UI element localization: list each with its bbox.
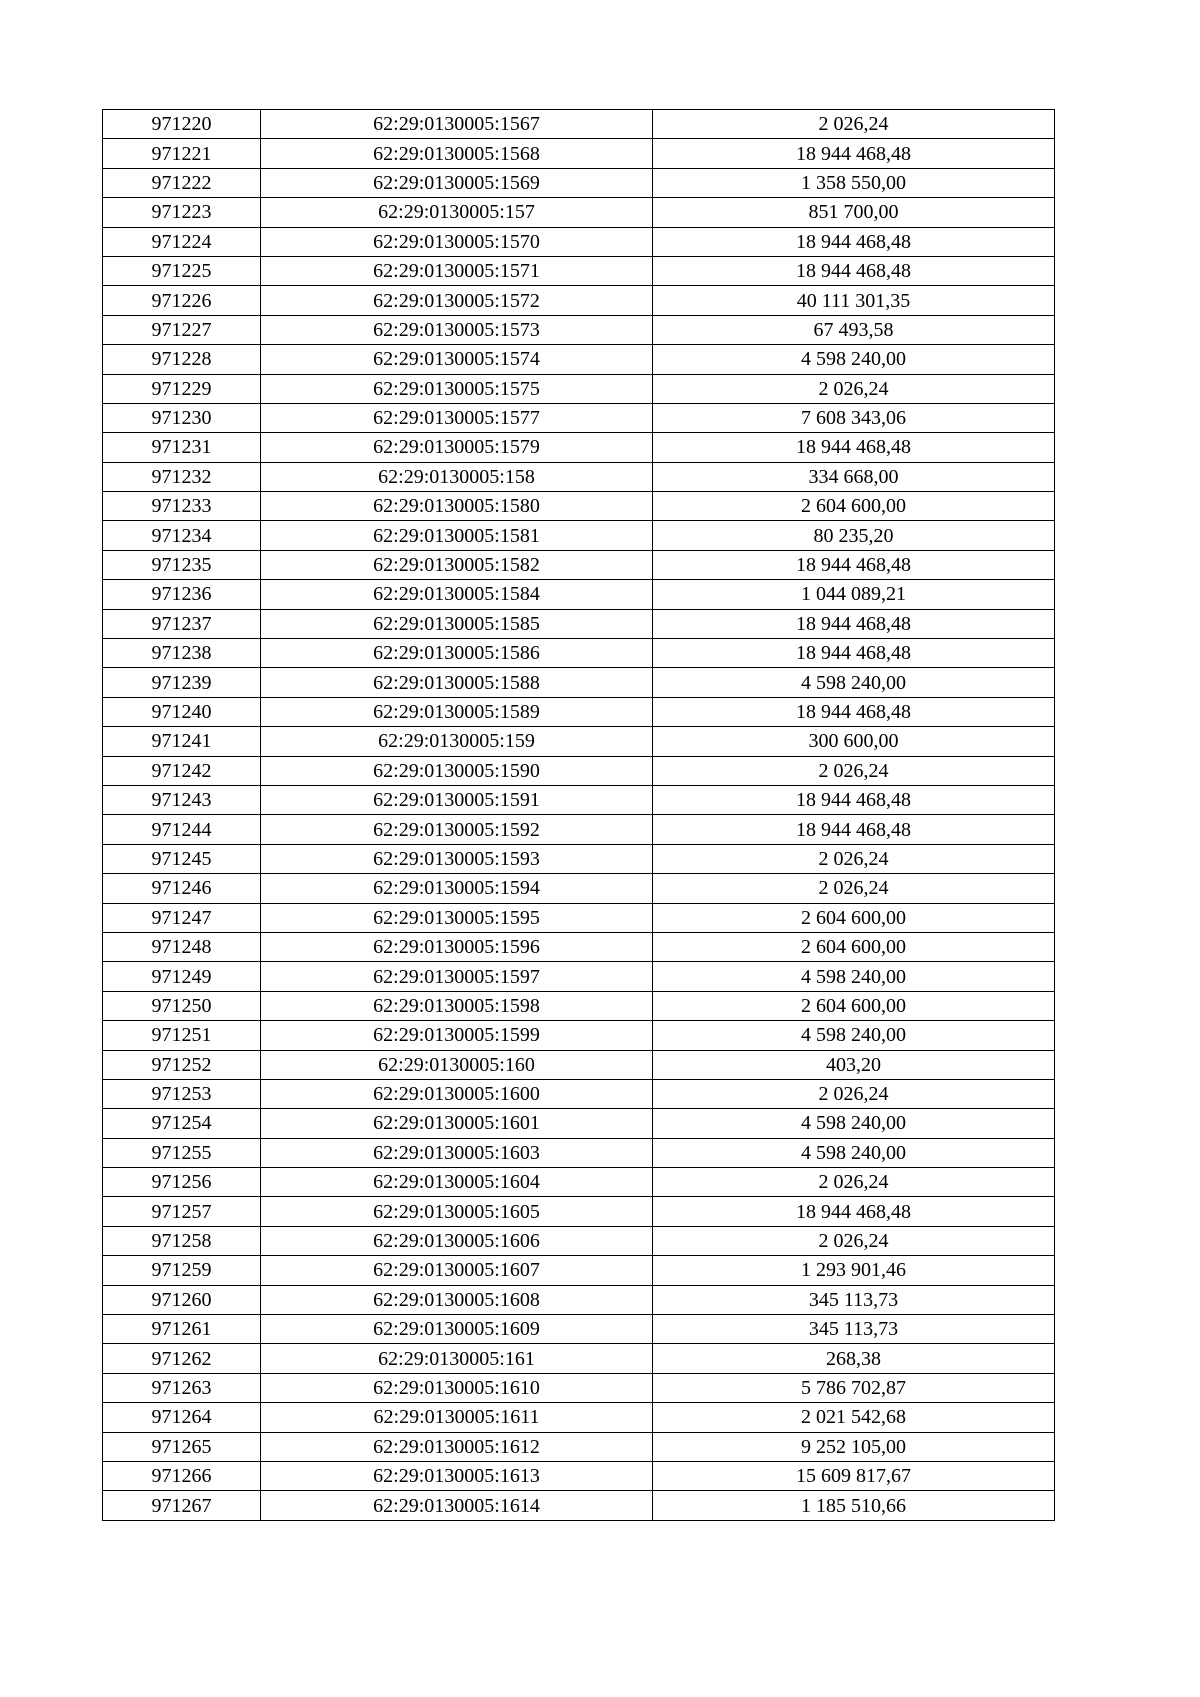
table-row <box>103 1491 1055 1520</box>
cadastral-number-cell: 62:29:0130005:1610 <box>261 1373 653 1402</box>
cadastral-number-cell: 62:29:0130005:1611 <box>261 1403 653 1432</box>
cadastral-value-cell: 4 598 240,00 <box>653 1109 1055 1138</box>
row-number-cell: 971245 <box>103 844 261 873</box>
row-number-cell: 971248 <box>103 932 261 961</box>
cadastral-number-cell: 62:29:0130005:1570 <box>261 227 653 256</box>
cadastral-value-cell: 18 944 468,48 <box>653 139 1055 168</box>
row-number-cell: 971229 <box>103 374 261 403</box>
cadastral-number-cell: 62:29:0130005:1582 <box>261 550 653 579</box>
table-row <box>103 1461 1055 1490</box>
cadastral-number-cell: 62:29:0130005:1586 <box>261 639 653 668</box>
table-row <box>103 903 1055 932</box>
row-number-cell: 971238 <box>103 639 261 668</box>
cadastral-number-cell: 62:29:0130005:1573 <box>261 315 653 344</box>
cadastral-number-cell: 62:29:0130005:1612 <box>261 1432 653 1461</box>
cadastral-value-cell: 1 044 089,21 <box>653 580 1055 609</box>
cadastral-value-cell: 9 252 105,00 <box>653 1432 1055 1461</box>
table-row <box>103 991 1055 1020</box>
table-row <box>103 1403 1055 1432</box>
cadastral-number-cell: 62:29:0130005:157 <box>261 198 653 227</box>
table-row <box>103 932 1055 961</box>
row-number-cell: 971241 <box>103 727 261 756</box>
cadastral-value-cell: 268,38 <box>653 1344 1055 1373</box>
table-row <box>103 168 1055 197</box>
table-row <box>103 550 1055 579</box>
row-number-cell: 971235 <box>103 550 261 579</box>
cadastral-value-table <box>102 109 1055 1521</box>
row-number-cell: 971230 <box>103 403 261 432</box>
cadastral-value-cell: 2 026,24 <box>653 756 1055 785</box>
table-row <box>103 315 1055 344</box>
table-row <box>103 1344 1055 1373</box>
row-number-cell: 971260 <box>103 1285 261 1314</box>
cadastral-number-cell: 62:29:0130005:161 <box>261 1344 653 1373</box>
table-row <box>103 1285 1055 1314</box>
cadastral-number-cell: 62:29:0130005:1579 <box>261 433 653 462</box>
row-number-cell: 971250 <box>103 991 261 1020</box>
cadastral-value-cell: 18 944 468,48 <box>653 256 1055 285</box>
cadastral-number-cell: 62:29:0130005:1604 <box>261 1168 653 1197</box>
row-number-cell: 971246 <box>103 874 261 903</box>
cadastral-number-cell: 62:29:0130005:1606 <box>261 1226 653 1255</box>
row-number-cell: 971232 <box>103 462 261 491</box>
table-row <box>103 1315 1055 1344</box>
cadastral-value-cell: 334 668,00 <box>653 462 1055 491</box>
table-row <box>103 1109 1055 1138</box>
cadastral-number-cell: 62:29:0130005:158 <box>261 462 653 491</box>
cadastral-value-cell: 2 026,24 <box>653 1168 1055 1197</box>
table-row <box>103 1021 1055 1050</box>
cadastral-number-cell: 62:29:0130005:1572 <box>261 286 653 315</box>
table-row <box>103 668 1055 697</box>
row-number-cell: 971231 <box>103 433 261 462</box>
cadastral-number-cell: 62:29:0130005:1577 <box>261 403 653 432</box>
cadastral-value-cell: 851 700,00 <box>653 198 1055 227</box>
row-number-cell: 971223 <box>103 198 261 227</box>
cadastral-value-cell: 1 358 550,00 <box>653 168 1055 197</box>
cadastral-value-cell: 4 598 240,00 <box>653 1021 1055 1050</box>
cadastral-value-cell: 1 185 510,66 <box>653 1491 1055 1520</box>
cadastral-value-cell: 4 598 240,00 <box>653 962 1055 991</box>
table-row <box>103 139 1055 168</box>
cadastral-value-cell: 2 604 600,00 <box>653 903 1055 932</box>
row-number-cell: 971221 <box>103 139 261 168</box>
table-row <box>103 1373 1055 1402</box>
cadastral-value-cell: 2 026,24 <box>653 1226 1055 1255</box>
table-row <box>103 1256 1055 1285</box>
table-row <box>103 1050 1055 1079</box>
cadastral-number-cell: 62:29:0130005:1580 <box>261 492 653 521</box>
row-number-cell: 971222 <box>103 168 261 197</box>
row-number-cell: 971251 <box>103 1021 261 1050</box>
row-number-cell: 971253 <box>103 1079 261 1108</box>
table-row <box>103 609 1055 638</box>
cadastral-value-cell: 2 026,24 <box>653 1079 1055 1108</box>
table-row <box>103 1168 1055 1197</box>
cadastral-value-cell: 18 944 468,48 <box>653 550 1055 579</box>
cadastral-value-cell: 2 026,24 <box>653 874 1055 903</box>
cadastral-value-cell: 403,20 <box>653 1050 1055 1079</box>
row-number-cell: 971263 <box>103 1373 261 1402</box>
cadastral-value-cell: 80 235,20 <box>653 521 1055 550</box>
row-number-cell: 971227 <box>103 315 261 344</box>
cadastral-value-cell: 300 600,00 <box>653 727 1055 756</box>
row-number-cell: 971254 <box>103 1109 261 1138</box>
cadastral-value-cell: 18 944 468,48 <box>653 609 1055 638</box>
cadastral-value-cell: 15 609 817,67 <box>653 1461 1055 1490</box>
table-row <box>103 345 1055 374</box>
cadastral-value-cell: 1 293 901,46 <box>653 1256 1055 1285</box>
cadastral-value-cell: 2 026,24 <box>653 374 1055 403</box>
cadastral-value-cell: 67 493,58 <box>653 315 1055 344</box>
row-number-cell: 971244 <box>103 815 261 844</box>
table-row <box>103 433 1055 462</box>
cadastral-value-cell: 18 944 468,48 <box>653 697 1055 726</box>
cadastral-number-cell: 62:29:0130005:1593 <box>261 844 653 873</box>
table-row <box>103 256 1055 285</box>
table-row <box>103 403 1055 432</box>
table-row <box>103 286 1055 315</box>
table-row <box>103 1138 1055 1167</box>
cadastral-value-cell: 2 026,24 <box>653 844 1055 873</box>
table-row <box>103 1079 1055 1108</box>
cadastral-number-cell: 62:29:0130005:1567 <box>261 110 653 139</box>
row-number-cell: 971256 <box>103 1168 261 1197</box>
row-number-cell: 971266 <box>103 1461 261 1490</box>
table-row <box>103 1226 1055 1255</box>
cadastral-number-cell: 62:29:0130005:1574 <box>261 345 653 374</box>
table-row <box>103 756 1055 785</box>
cadastral-number-cell: 62:29:0130005:1605 <box>261 1197 653 1226</box>
table-row <box>103 462 1055 491</box>
cadastral-value-cell: 2 604 600,00 <box>653 492 1055 521</box>
cadastral-value-cell: 2 021 542,68 <box>653 1403 1055 1432</box>
row-number-cell: 971259 <box>103 1256 261 1285</box>
cadastral-value-cell: 40 111 301,35 <box>653 286 1055 315</box>
table-row <box>103 697 1055 726</box>
cadastral-number-cell: 62:29:0130005:160 <box>261 1050 653 1079</box>
cadastral-number-cell: 62:29:0130005:1603 <box>261 1138 653 1167</box>
cadastral-value-cell: 7 608 343,06 <box>653 403 1055 432</box>
cadastral-value-cell: 18 944 468,48 <box>653 1197 1055 1226</box>
row-number-cell: 971262 <box>103 1344 261 1373</box>
table-row <box>103 1197 1055 1226</box>
cadastral-number-cell: 62:29:0130005:1592 <box>261 815 653 844</box>
row-number-cell: 971257 <box>103 1197 261 1226</box>
table-row <box>103 110 1055 139</box>
row-number-cell: 971226 <box>103 286 261 315</box>
cadastral-number-cell: 62:29:0130005:1594 <box>261 874 653 903</box>
cadastral-value-cell: 18 944 468,48 <box>653 785 1055 814</box>
cadastral-number-cell: 62:29:0130005:1589 <box>261 697 653 726</box>
table-row <box>103 962 1055 991</box>
cadastral-number-cell: 62:29:0130005:1599 <box>261 1021 653 1050</box>
row-number-cell: 971237 <box>103 609 261 638</box>
table-row <box>103 521 1055 550</box>
table-row <box>103 1432 1055 1461</box>
cadastral-value-cell: 2 604 600,00 <box>653 932 1055 961</box>
row-number-cell: 971264 <box>103 1403 261 1432</box>
cadastral-number-cell: 62:29:0130005:1609 <box>261 1315 653 1344</box>
table-row <box>103 227 1055 256</box>
cadastral-number-cell: 62:29:0130005:1568 <box>261 139 653 168</box>
cadastral-value-cell: 5 786 702,87 <box>653 1373 1055 1402</box>
cadastral-number-cell: 62:29:0130005:1596 <box>261 932 653 961</box>
cadastral-number-cell: 62:29:0130005:1581 <box>261 521 653 550</box>
table-row <box>103 844 1055 873</box>
table-row <box>103 374 1055 403</box>
cadastral-value-cell: 4 598 240,00 <box>653 1138 1055 1167</box>
row-number-cell: 971239 <box>103 668 261 697</box>
cadastral-value-cell: 18 944 468,48 <box>653 433 1055 462</box>
row-number-cell: 971225 <box>103 256 261 285</box>
cadastral-number-cell: 62:29:0130005:1614 <box>261 1491 653 1520</box>
cadastral-value-cell: 4 598 240,00 <box>653 345 1055 374</box>
table-row <box>103 198 1055 227</box>
row-number-cell: 971228 <box>103 345 261 374</box>
row-number-cell: 971255 <box>103 1138 261 1167</box>
row-number-cell: 971252 <box>103 1050 261 1079</box>
cadastral-value-cell: 4 598 240,00 <box>653 668 1055 697</box>
row-number-cell: 971267 <box>103 1491 261 1520</box>
cadastral-value-cell: 18 944 468,48 <box>653 639 1055 668</box>
cadastral-number-cell: 62:29:0130005:1607 <box>261 1256 653 1285</box>
cadastral-number-cell: 62:29:0130005:159 <box>261 727 653 756</box>
cadastral-number-cell: 62:29:0130005:1584 <box>261 580 653 609</box>
row-number-cell: 971258 <box>103 1226 261 1255</box>
cadastral-number-cell: 62:29:0130005:1585 <box>261 609 653 638</box>
cadastral-number-cell: 62:29:0130005:1601 <box>261 1109 653 1138</box>
cadastral-value-cell: 18 944 468,48 <box>653 815 1055 844</box>
table-row <box>103 785 1055 814</box>
table-row <box>103 727 1055 756</box>
row-number-cell: 971224 <box>103 227 261 256</box>
row-number-cell: 971240 <box>103 697 261 726</box>
table-row <box>103 815 1055 844</box>
row-number-cell: 971236 <box>103 580 261 609</box>
row-number-cell: 971233 <box>103 492 261 521</box>
cadastral-number-cell: 62:29:0130005:1597 <box>261 962 653 991</box>
cadastral-number-cell: 62:29:0130005:1591 <box>261 785 653 814</box>
row-number-cell: 971265 <box>103 1432 261 1461</box>
cadastral-value-cell: 2 604 600,00 <box>653 991 1055 1020</box>
cadastral-value-cell: 345 113,73 <box>653 1285 1055 1314</box>
row-number-cell: 971234 <box>103 521 261 550</box>
cadastral-value-cell: 345 113,73 <box>653 1315 1055 1344</box>
row-number-cell: 971220 <box>103 110 261 139</box>
cadastral-value-cell: 2 026,24 <box>653 110 1055 139</box>
cadastral-number-cell: 62:29:0130005:1588 <box>261 668 653 697</box>
table-row <box>103 580 1055 609</box>
table-row <box>103 492 1055 521</box>
row-number-cell: 971243 <box>103 785 261 814</box>
row-number-cell: 971261 <box>103 1315 261 1344</box>
row-number-cell: 971247 <box>103 903 261 932</box>
cadastral-value-cell: 18 944 468,48 <box>653 227 1055 256</box>
cadastral-number-cell: 62:29:0130005:1595 <box>261 903 653 932</box>
table-row <box>103 639 1055 668</box>
cadastral-number-cell: 62:29:0130005:1608 <box>261 1285 653 1314</box>
table-body <box>103 110 1055 1521</box>
cadastral-number-cell: 62:29:0130005:1590 <box>261 756 653 785</box>
cadastral-number-cell: 62:29:0130005:1613 <box>261 1461 653 1490</box>
cadastral-number-cell: 62:29:0130005:1598 <box>261 991 653 1020</box>
row-number-cell: 971249 <box>103 962 261 991</box>
cadastral-number-cell: 62:29:0130005:1569 <box>261 168 653 197</box>
table-row <box>103 874 1055 903</box>
row-number-cell: 971242 <box>103 756 261 785</box>
cadastral-number-cell: 62:29:0130005:1600 <box>261 1079 653 1108</box>
cadastral-number-cell: 62:29:0130005:1575 <box>261 374 653 403</box>
cadastral-number-cell: 62:29:0130005:1571 <box>261 256 653 285</box>
